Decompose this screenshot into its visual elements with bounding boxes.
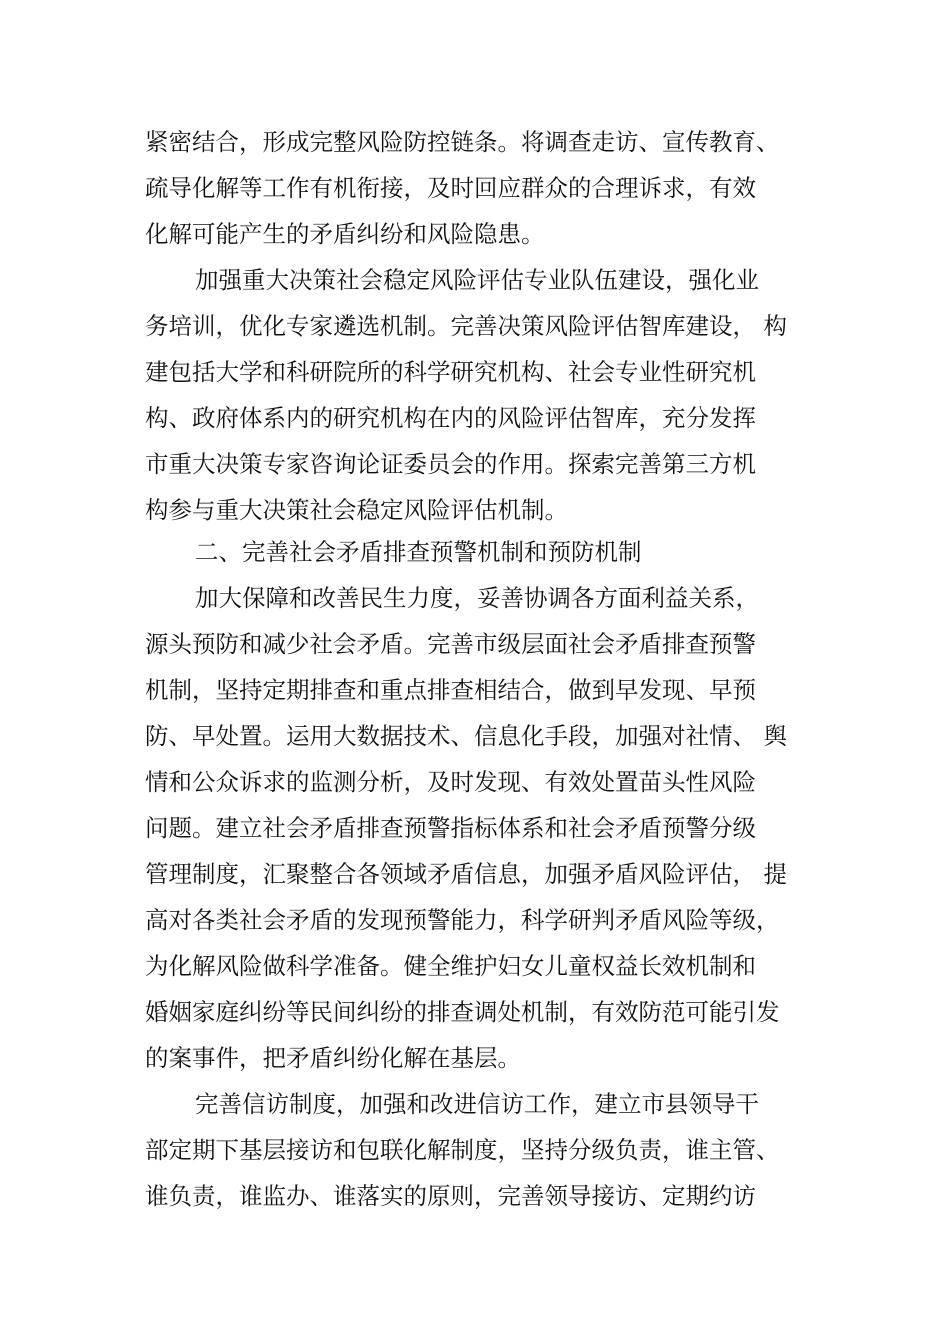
paragraph-first-line: 完善信访制度，加强和改进信访工作，建立市县领导干	[195, 1090, 759, 1118]
text-line: 构、政府体系内的研究机构在内的风险评估智库，充分发挥	[145, 404, 756, 432]
text-line: 化解可能产生的矛盾纠纷和风险隐患。	[145, 220, 545, 248]
text-line: 的案事件，把矛盾纠纷化解在基层。	[145, 1044, 521, 1072]
text-line: 部定期下基层接访和包联化解制度，坚持分级负责，谁主管、	[145, 1136, 780, 1164]
text-line: 紧密结合，形成完整风险防控链条。将调查走访、宣传教育、	[145, 128, 780, 156]
text-line: 婚姻家庭纠纷等民间纠纷的排查调处机制，有效防范可能引发	[145, 998, 780, 1026]
text-line: 市重大决策专家咨询论证委员会的作用。探索完善第三方机	[145, 450, 756, 478]
text-line: 建包括大学和科研院所的科学研究机构、社会专业性研究机	[145, 358, 756, 386]
text-line: 问题。建立社会矛盾排查预警指标体系和社会矛盾预警分级	[145, 814, 756, 842]
text-line: 谁负责，谁监办、谁落实的原则，完善领导接访、定期约访	[145, 1182, 756, 1210]
paragraph-first-line: 加强重大决策社会稳定风险评估专业队伍建设，强化业	[195, 266, 759, 294]
text-line: 务培训，优化专家遴选机制。完善决策风险评估智库建设， 构	[145, 312, 787, 340]
text-line: 防、早处置。运用大数据技术、信息化手段，加强对社情、 舆	[145, 722, 787, 750]
text-line: 情和公众诉求的监测分析，及时发现、有效处置苗头性风险	[145, 768, 756, 796]
text-line: 疏导化解等工作有机衔接，及时回应群众的合理诉求，有效	[145, 174, 756, 202]
text-line: 构参与重大决策社会稳定风险评估机制。	[145, 496, 568, 524]
text-line: 高对各类社会矛盾的发现预警能力，科学研判矛盾风险等级，	[145, 906, 780, 934]
text-line: 为化解风险做科学准备。健全维护妇女儿童权益长效机制和	[145, 952, 756, 980]
section-heading: 二、完善社会矛盾排查预警机制和预防机制	[195, 538, 642, 566]
text-line: 源头预防和减少社会矛盾。完善市级层面社会矛盾排查预警	[145, 630, 756, 658]
text-line: 管理制度，汇聚整合各领域矛盾信息，加强矛盾风险评估， 提	[145, 860, 787, 888]
paragraph-first-line: 加大保障和改善民生力度，妥善协调各方面利益关系，	[195, 584, 759, 612]
text-line: 机制，坚持定期排查和重点排查相结合，做到早发现、早预	[145, 676, 756, 704]
